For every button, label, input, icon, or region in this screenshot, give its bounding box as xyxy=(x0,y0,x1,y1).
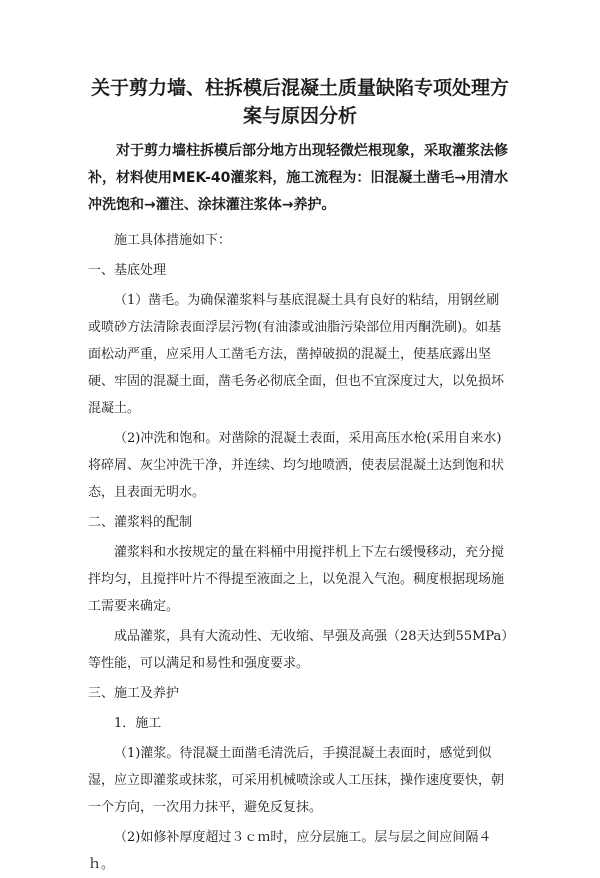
section1-heading: 一、基底处理 xyxy=(88,263,167,278)
document-title: 关于剪力墙、柱拆模后混凝土质量缺陷专项处理方案与原因分析 xyxy=(90,77,509,127)
section2-paragraph-1: 灌浆料和水按规定的量在料桶中用搅拌机上下左右缓慢移动，充分搅拌均匀，且搅拌叶片不得提至液面之上，以免混入气泡。稠度根据现场施工需要来确定。 xyxy=(88,545,505,614)
section3-paragraph-2: （2)如修补厚度超过３ｃｍ时，应分层施工。层与层之间应间隔４ｈ。 xyxy=(88,830,492,872)
section3-heading: 三、施工及养护 xyxy=(88,686,180,701)
section1-paragraph-1: （1）凿毛。为确保灌浆料与基底混凝土具有良好的粘结，用钢丝刷或喷砂方法清除表面浮层污物(有油漆或油脂污染部位用丙酮洗刷)。如基面松动严重，应采用人工凿毛方法，凿掉破损的混凝土，使基底露出坚硬、牢固的混凝土面，凿毛务必彻底全面，但也不宜深度过大，以免损坏混凝土。 xyxy=(88,293,505,416)
section3-subheading: 1．施工 xyxy=(114,716,162,731)
measures-intro: 施工具体措施如下： xyxy=(114,233,232,248)
section2-heading: 二、灌浆料的配制 xyxy=(88,515,193,530)
intro-paragraph: 对于剪力墙柱拆模后部分地方出现轻微烂根现象，采取灌浆法修补，材料使用MEK-40灌浆料，施工流程为：旧混凝土凿毛→用清水冲洗饱和→灌注、涂抹灌注浆体→养护。 xyxy=(88,143,509,213)
section3-paragraph-1: （1)灌浆。待混凝土面凿毛清洗后，手摸混凝土表面时，感觉到似湿，应立即灌浆或抹浆，可采用机械喷涂或人工压抹，操作速度要快，朝一个方向，一次用力抹平，避免反复抹。 xyxy=(88,746,505,815)
section1-paragraph-2: （2)冲洗和饱和。对凿除的混凝土表面，采用高压水枪(采用自来水)将碎屑、灰尘冲洗干净，并连续、均匀地喷洒，使表层混凝土达到饱和状态，且表面无明水。 xyxy=(88,431,505,500)
section2-paragraph-2: 成品灌浆，具有大流动性、无收缩、早强及高强（28天达到55MPa）等性能，可以满足和易性和强度要求。 xyxy=(88,629,508,671)
